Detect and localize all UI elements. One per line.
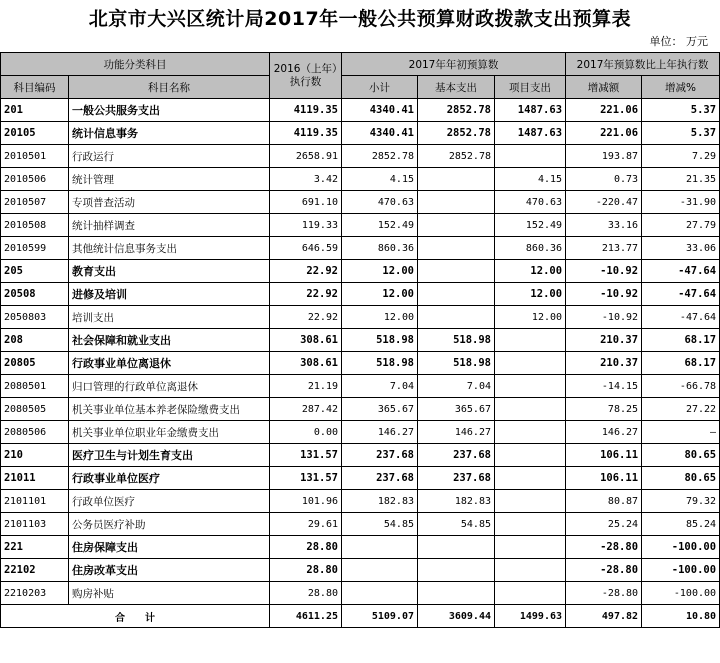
table-row <box>1 329 720 352</box>
cell-name: 归口管理的行政单位离退休 <box>69 375 270 398</box>
cell-exec-2016: 287.42 <box>270 398 342 421</box>
cell-exec-2016: 29.61 <box>270 513 342 536</box>
cell-name: 进修及培训 <box>69 283 270 306</box>
cell-inc-amount: -10.92 <box>566 306 642 329</box>
table-row <box>1 582 720 605</box>
cell-inc-amount: 210.37 <box>566 352 642 375</box>
cell-code: 2010599 <box>1 237 69 260</box>
table-row <box>1 513 720 536</box>
cell-inc-pct: -100.00 <box>642 536 720 559</box>
cell-inc-pct: — <box>642 421 720 444</box>
cell-name: 购房补贴 <box>69 582 270 605</box>
cell-exec-2016: 2658.91 <box>270 145 342 168</box>
cell-name: 培训支出 <box>69 306 270 329</box>
table-row <box>1 191 720 214</box>
cell-subtotal: 470.63 <box>342 191 418 214</box>
cell-exec-2016: 4119.35 <box>270 122 342 145</box>
cell-subtotal: 12.00 <box>342 306 418 329</box>
cell-subtotal: 54.85 <box>342 513 418 536</box>
cell-name: 住房保障支出 <box>69 536 270 559</box>
cell-subtotal <box>342 536 418 559</box>
header-code: 科目编码 <box>1 76 69 99</box>
cell-project: 4.15 <box>495 168 566 191</box>
table-row <box>1 145 720 168</box>
cell-name: 行政运行 <box>69 145 270 168</box>
table-row <box>1 99 720 122</box>
cell-inc-amount: 106.11 <box>566 444 642 467</box>
cell-inc-amount: 0.73 <box>566 168 642 191</box>
cell-project: 152.49 <box>495 214 566 237</box>
cell-inc-amount: 33.16 <box>566 214 642 237</box>
cell-exec-2016: 3.42 <box>270 168 342 191</box>
cell-subtotal: 2852.78 <box>342 145 418 168</box>
cell-project: 12.00 <box>495 283 566 306</box>
cell-basic: 518.98 <box>418 352 495 375</box>
cell-exec-2016: 0.00 <box>270 421 342 444</box>
header-inc-pct: 增减% <box>642 76 720 99</box>
cell-inc-pct: 27.79 <box>642 214 720 237</box>
table-row <box>1 283 720 306</box>
cell-exec-2016: 308.61 <box>270 352 342 375</box>
cell-subtotal: 146.27 <box>342 421 418 444</box>
cell-name: 一般公共服务支出 <box>69 99 270 122</box>
cell-inc-pct: -100.00 <box>642 582 720 605</box>
cell-project <box>495 352 566 375</box>
cell-project <box>495 536 566 559</box>
cell-code: 221 <box>1 536 69 559</box>
table-row <box>1 536 720 559</box>
cell-exec-2016: 21.19 <box>270 375 342 398</box>
header-project: 项目支出 <box>495 76 566 99</box>
cell-inc-amount: 146.27 <box>566 421 642 444</box>
table-row <box>1 306 720 329</box>
cell-project <box>495 559 566 582</box>
cell-exec-2016: 131.57 <box>270 467 342 490</box>
cell-code: 20508 <box>1 283 69 306</box>
cell-name: 统计管理 <box>69 168 270 191</box>
cell-project: 470.63 <box>495 191 566 214</box>
cell-project: 860.36 <box>495 237 566 260</box>
cell-exec-2016: 22.92 <box>270 283 342 306</box>
cell-code: 208 <box>1 329 69 352</box>
table-row <box>1 168 720 191</box>
cell-code: 21011 <box>1 467 69 490</box>
cell-basic: 2852.78 <box>418 122 495 145</box>
cell-name: 专项普查活动 <box>69 191 270 214</box>
cell-exec-2016: 28.80 <box>270 559 342 582</box>
cell-exec-2016: 131.57 <box>270 444 342 467</box>
cell-name: 机关事业单位职业年金缴费支出 <box>69 421 270 444</box>
cell-basic <box>418 559 495 582</box>
cell-subtotal: 7.04 <box>342 375 418 398</box>
cell-inc-amount: -28.80 <box>566 582 642 605</box>
cell-exec-2016: 119.33 <box>270 214 342 237</box>
cell-subtotal: 860.36 <box>342 237 418 260</box>
cell-inc-amount: 221.06 <box>566 99 642 122</box>
cell-exec-2016: 101.96 <box>270 490 342 513</box>
cell-inc-amount: 210.37 <box>566 329 642 352</box>
cell-basic <box>418 191 495 214</box>
cell-basic <box>418 283 495 306</box>
cell-inc-pct: -66.78 <box>642 375 720 398</box>
cell-code: 2010506 <box>1 168 69 191</box>
cell-inc-pct: 21.35 <box>642 168 720 191</box>
cell-project <box>495 421 566 444</box>
cell-subtotal: 12.00 <box>342 283 418 306</box>
cell-inc-pct: 80.65 <box>642 444 720 467</box>
cell-subtotal: 4.15 <box>342 168 418 191</box>
cell-exec-2016: 646.59 <box>270 237 342 260</box>
cell-inc-amount: 221.06 <box>566 122 642 145</box>
cell-inc-pct: 7.29 <box>642 145 720 168</box>
cell-name: 统计信息事务 <box>69 122 270 145</box>
cell-project: 12.00 <box>495 306 566 329</box>
table-row <box>1 444 720 467</box>
cell-project <box>495 398 566 421</box>
cell-inc-amount: 106.11 <box>566 467 642 490</box>
cell-code: 210 <box>1 444 69 467</box>
cell-name: 行政单位医疗 <box>69 490 270 513</box>
cell-inc-pct: -31.90 <box>642 191 720 214</box>
cell-exec-2016: 28.80 <box>270 536 342 559</box>
table-row <box>1 352 720 375</box>
cell-code: 2210203 <box>1 582 69 605</box>
cell-inc-pct: 80.65 <box>642 467 720 490</box>
unit-label: 单位： 万元 <box>649 35 708 48</box>
cell-basic <box>418 168 495 191</box>
cell-code: 20805 <box>1 352 69 375</box>
cell-inc-amount: 25.24 <box>566 513 642 536</box>
cell-code: 201 <box>1 99 69 122</box>
header-subtotal: 小计 <box>342 76 418 99</box>
cell-exec-2016: 22.92 <box>270 306 342 329</box>
header-basic: 基本支出 <box>418 76 495 99</box>
cell-code: 2101101 <box>1 490 69 513</box>
cell-inc-amount: -14.15 <box>566 375 642 398</box>
cell-name: 行政事业单位离退休 <box>69 352 270 375</box>
table-row <box>1 214 720 237</box>
cell-subtotal: 182.83 <box>342 490 418 513</box>
budget-table <box>0 52 720 628</box>
cell-inc-amount: -28.80 <box>566 559 642 582</box>
cell-basic: 2852.78 <box>418 99 495 122</box>
cell-exec-2016: 22.92 <box>270 260 342 283</box>
table-row <box>1 237 720 260</box>
cell-exec-2016: 308.61 <box>270 329 342 352</box>
cell-project <box>495 375 566 398</box>
cell-inc-amount: -28.80 <box>566 536 642 559</box>
total-exec-2016: 4611.25 <box>270 605 342 628</box>
header-row-1 <box>1 53 720 76</box>
header-name: 科目名称 <box>69 76 270 99</box>
cell-inc-pct: -47.64 <box>642 306 720 329</box>
table-row <box>1 559 720 582</box>
cell-project <box>495 467 566 490</box>
cell-subtotal <box>342 559 418 582</box>
cell-name: 统计抽样调查 <box>69 214 270 237</box>
cell-subtotal: 152.49 <box>342 214 418 237</box>
cell-basic <box>418 306 495 329</box>
table-row <box>1 467 720 490</box>
cell-code: 2080501 <box>1 375 69 398</box>
cell-project: 12.00 <box>495 260 566 283</box>
cell-inc-pct: 85.24 <box>642 513 720 536</box>
cell-subtotal: 12.00 <box>342 260 418 283</box>
header-exec-2016: 2016（上年）执行数 <box>270 53 342 99</box>
cell-name: 医疗卫生与计划生育支出 <box>69 444 270 467</box>
total-inc-pct: 10.80 <box>642 605 720 628</box>
cell-name: 住房改革支出 <box>69 559 270 582</box>
cell-subtotal: 4340.41 <box>342 99 418 122</box>
cell-project <box>495 490 566 513</box>
cell-inc-pct: 5.37 <box>642 99 720 122</box>
total-inc-amount: 497.82 <box>566 605 642 628</box>
cell-code: 2080505 <box>1 398 69 421</box>
header-budget-2017: 2017年年初预算数 <box>342 53 566 76</box>
cell-inc-amount: 193.87 <box>566 145 642 168</box>
table-row <box>1 398 720 421</box>
cell-code: 2080506 <box>1 421 69 444</box>
total-basic: 3609.44 <box>418 605 495 628</box>
table-row <box>1 260 720 283</box>
cell-subtotal: 518.98 <box>342 352 418 375</box>
cell-inc-pct: -100.00 <box>642 559 720 582</box>
cell-inc-pct: -47.64 <box>642 283 720 306</box>
cell-basic <box>418 237 495 260</box>
cell-inc-amount: 78.25 <box>566 398 642 421</box>
cell-project <box>495 329 566 352</box>
cell-basic <box>418 582 495 605</box>
cell-basic: 7.04 <box>418 375 495 398</box>
cell-exec-2016: 691.10 <box>270 191 342 214</box>
cell-basic: 518.98 <box>418 329 495 352</box>
cell-name: 公务员医疗补助 <box>69 513 270 536</box>
cell-inc-pct: 5.37 <box>642 122 720 145</box>
cell-code: 2010501 <box>1 145 69 168</box>
cell-project <box>495 145 566 168</box>
page-title: 北京市大兴区统计局2017年一般公共预算财政拨款支出预算表 <box>88 8 632 30</box>
cell-basic <box>418 260 495 283</box>
cell-inc-amount: -10.92 <box>566 260 642 283</box>
cell-code: 2101103 <box>1 513 69 536</box>
cell-project <box>495 513 566 536</box>
cell-inc-amount: 80.87 <box>566 490 642 513</box>
cell-subtotal: 4340.41 <box>342 122 418 145</box>
cell-inc-pct: 68.17 <box>642 352 720 375</box>
cell-exec-2016: 4119.35 <box>270 99 342 122</box>
cell-name: 社会保障和就业支出 <box>69 329 270 352</box>
header-func-class: 功能分类科目 <box>1 53 270 76</box>
cell-basic: 2852.78 <box>418 145 495 168</box>
cell-subtotal: 237.68 <box>342 444 418 467</box>
cell-basic: 182.83 <box>418 490 495 513</box>
cell-name: 其他统计信息事务支出 <box>69 237 270 260</box>
cell-subtotal <box>342 582 418 605</box>
cell-name: 行政事业单位医疗 <box>69 467 270 490</box>
total-row <box>1 605 720 628</box>
cell-basic: 54.85 <box>418 513 495 536</box>
cell-inc-pct: 33.06 <box>642 237 720 260</box>
cell-code: 2050803 <box>1 306 69 329</box>
header-row-2 <box>1 76 720 99</box>
cell-project: 1487.63 <box>495 99 566 122</box>
cell-subtotal: 365.67 <box>342 398 418 421</box>
header-inc-amount: 增减额 <box>566 76 642 99</box>
cell-inc-amount: 213.77 <box>566 237 642 260</box>
table-row <box>1 421 720 444</box>
total-label: 合 计 <box>1 605 270 628</box>
cell-basic: 237.68 <box>418 467 495 490</box>
cell-code: 2010508 <box>1 214 69 237</box>
cell-name: 机关事业单位基本养老保险缴费支出 <box>69 398 270 421</box>
cell-inc-pct: 27.22 <box>642 398 720 421</box>
cell-subtotal: 518.98 <box>342 329 418 352</box>
total-subtotal: 5109.07 <box>342 605 418 628</box>
cell-name: 教育支出 <box>69 260 270 283</box>
cell-inc-pct: 68.17 <box>642 329 720 352</box>
cell-inc-amount: -10.92 <box>566 283 642 306</box>
cell-project <box>495 444 566 467</box>
cell-basic: 237.68 <box>418 444 495 467</box>
cell-basic: 146.27 <box>418 421 495 444</box>
cell-subtotal: 237.68 <box>342 467 418 490</box>
table-row <box>1 122 720 145</box>
cell-inc-pct: -47.64 <box>642 260 720 283</box>
cell-basic <box>418 536 495 559</box>
cell-basic <box>418 214 495 237</box>
header-compare: 2017年预算数比上年执行数 <box>566 53 720 76</box>
cell-code: 2010507 <box>1 191 69 214</box>
cell-basic: 365.67 <box>418 398 495 421</box>
cell-code: 205 <box>1 260 69 283</box>
cell-inc-amount: -220.47 <box>566 191 642 214</box>
cell-code: 22102 <box>1 559 69 582</box>
table-row <box>1 490 720 513</box>
cell-exec-2016: 28.80 <box>270 582 342 605</box>
table-row <box>1 375 720 398</box>
cell-project: 1487.63 <box>495 122 566 145</box>
cell-project <box>495 582 566 605</box>
cell-inc-pct: 79.32 <box>642 490 720 513</box>
cell-code: 20105 <box>1 122 69 145</box>
total-project: 1499.63 <box>495 605 566 628</box>
